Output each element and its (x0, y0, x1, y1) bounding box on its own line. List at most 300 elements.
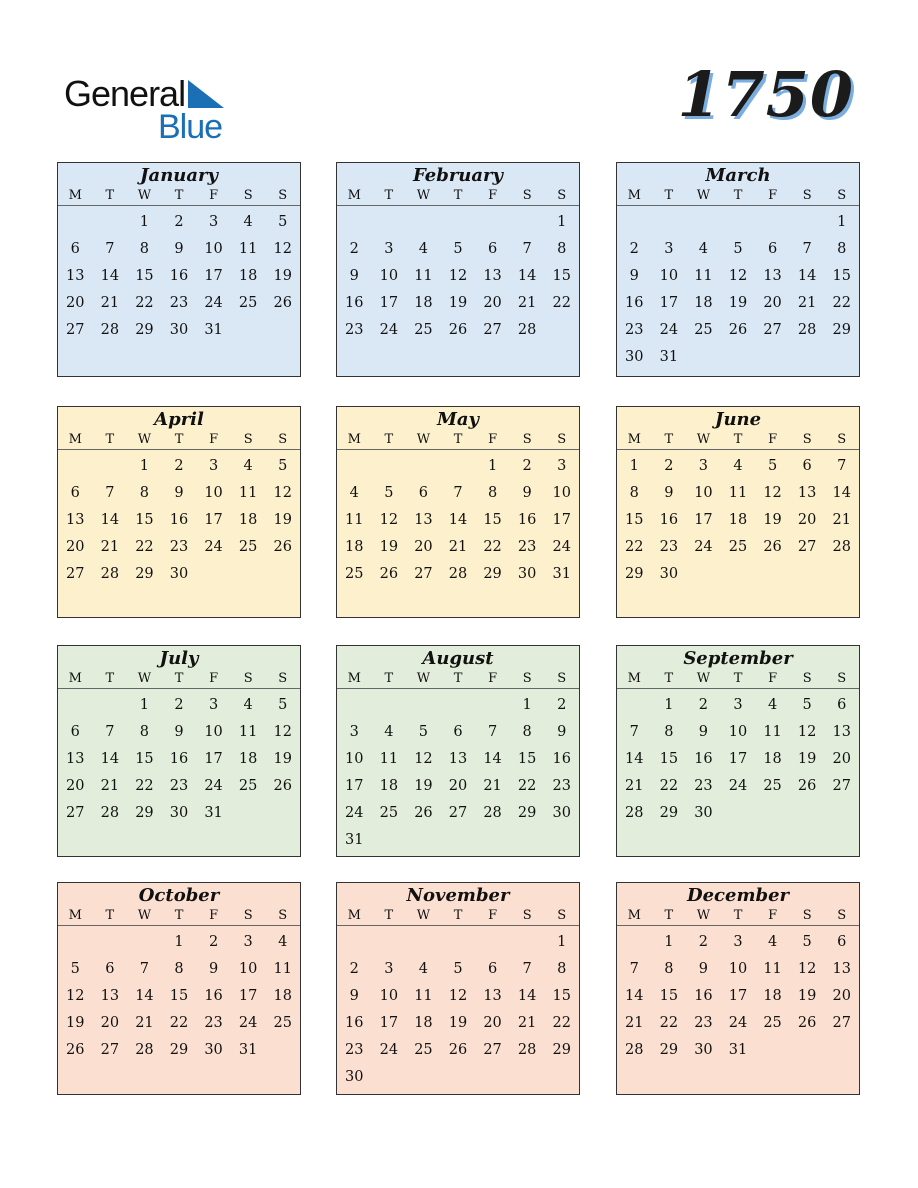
weekday-label: T (733, 671, 743, 686)
day-cell: 25 (414, 322, 433, 338)
weekday-header (58, 431, 300, 450)
day-cell: 17 (204, 268, 223, 284)
day-cell: 21 (448, 539, 468, 555)
day-cell: 30 (694, 805, 713, 821)
day-cell: 2 (208, 934, 219, 950)
day-cell: 16 (517, 512, 537, 528)
day-cell: 18 (728, 512, 748, 528)
day-cell: 30 (169, 805, 189, 821)
day-cell: 23 (625, 322, 644, 338)
day-cell: 16 (345, 295, 364, 311)
weekday-label: F (488, 432, 498, 447)
day-cell: 14 (135, 988, 154, 1004)
day-cell: 9 (522, 485, 532, 501)
day-cell: 5 (767, 458, 778, 474)
day-cell: 12 (273, 485, 292, 501)
day-cell: 22 (169, 1015, 189, 1031)
day-cell: 27 (797, 539, 817, 555)
empty-day-cell (372, 454, 407, 481)
day-cell: 19 (797, 751, 817, 767)
day-cell: 24 (238, 1015, 258, 1031)
day-cell: 3 (733, 934, 743, 950)
weekday-label: S (557, 432, 567, 447)
empty-day-cell (617, 210, 652, 237)
empty-day-cell (441, 454, 476, 481)
day-cell: 2 (349, 241, 359, 257)
day-cell: 16 (169, 268, 189, 284)
empty-day-cell (58, 210, 93, 237)
weekday-label: S (278, 432, 288, 447)
month-may (336, 406, 580, 618)
day-cell: 9 (629, 268, 639, 284)
day-cell: 23 (345, 322, 364, 338)
day-cell: 24 (694, 539, 713, 555)
day-cell: 22 (659, 1015, 679, 1031)
day-cell: 15 (135, 268, 154, 284)
day-cell: 24 (204, 778, 223, 794)
day-cell: 8 (139, 241, 150, 257)
day-cell: 11 (238, 241, 258, 257)
weekday-label: M (347, 432, 361, 447)
day-cell: 26 (448, 322, 468, 338)
weekday-label: S (802, 671, 812, 686)
day-cell: 9 (349, 988, 359, 1004)
day-cell: 14 (483, 751, 502, 767)
day-cell: 4 (384, 724, 394, 740)
day-cell: 10 (345, 751, 364, 767)
weekday-label: T (174, 432, 184, 447)
weekday-label: T (453, 908, 463, 923)
weekday-label: F (768, 188, 778, 203)
day-grid (337, 206, 579, 345)
day-cell: 23 (552, 778, 571, 794)
month-name: August (422, 648, 494, 669)
day-cell: 9 (698, 961, 709, 977)
weekday-label: M (627, 432, 641, 447)
day-cell: 2 (174, 697, 184, 713)
day-cell: 10 (379, 988, 399, 1004)
day-cell: 11 (238, 485, 258, 501)
day-cell: 19 (273, 268, 292, 284)
day-cell: 31 (659, 349, 679, 365)
day-cell: 4 (698, 241, 709, 257)
day-cell: 17 (204, 512, 223, 528)
weekday-label: W (137, 671, 152, 686)
day-cell: 7 (629, 724, 639, 740)
day-cell: 3 (349, 724, 359, 740)
weekday-label: S (837, 432, 847, 447)
empty-day-cell (372, 930, 407, 957)
day-cell: 22 (135, 539, 154, 555)
day-cell: 7 (105, 241, 115, 257)
day-cell: 1 (522, 697, 532, 713)
logo-word-blue: Blue (158, 108, 223, 146)
weekday-label: S (243, 432, 253, 447)
weekday-label: M (68, 432, 82, 447)
day-cell: 22 (517, 778, 537, 794)
month-name: January (140, 165, 218, 186)
day-cell: 18 (238, 268, 258, 284)
weekday-label: S (557, 188, 567, 203)
day-cell: 12 (414, 751, 433, 767)
empty-day-cell (58, 454, 93, 481)
day-cell: 29 (517, 805, 537, 821)
weekday-label: T (105, 671, 115, 686)
day-cell: 27 (414, 566, 433, 582)
day-cell: 23 (659, 539, 679, 555)
day-cell: 9 (557, 724, 567, 740)
day-cell: 9 (174, 724, 184, 740)
weekday-label: S (522, 908, 532, 923)
day-grid (617, 206, 859, 372)
day-cell: 19 (273, 512, 292, 528)
logo-triangle-icon (188, 80, 224, 108)
day-cell: 5 (453, 961, 463, 977)
day-cell: 3 (208, 697, 219, 713)
day-cell: 4 (733, 458, 743, 474)
day-cell: 11 (414, 268, 433, 284)
day-cell: 12 (797, 724, 817, 740)
day-cell: 3 (243, 934, 253, 950)
day-cell: 10 (728, 724, 748, 740)
day-cell: 8 (837, 241, 847, 257)
day-cell: 12 (728, 268, 748, 284)
day-cell: 3 (208, 214, 219, 230)
day-cell: 1 (629, 458, 639, 474)
day-cell: 22 (552, 295, 571, 311)
day-cell: 20 (483, 295, 502, 311)
day-cell: 6 (837, 697, 847, 713)
day-cell: 4 (767, 934, 778, 950)
day-cell: 11 (694, 268, 713, 284)
day-cell: 6 (767, 241, 778, 257)
day-cell: 15 (552, 268, 571, 284)
day-grid (58, 206, 300, 345)
day-cell: 31 (238, 1042, 258, 1058)
day-grid (337, 450, 579, 589)
day-cell: 25 (238, 539, 258, 555)
day-cell: 13 (100, 988, 120, 1004)
day-cell: 16 (169, 751, 189, 767)
day-cell: 6 (70, 724, 80, 740)
weekday-label: T (453, 188, 463, 203)
day-cell: 20 (66, 539, 85, 555)
day-cell: 17 (552, 512, 571, 528)
day-cell: 25 (694, 322, 713, 338)
day-cell: 14 (448, 512, 468, 528)
day-cell: 23 (345, 1042, 364, 1058)
day-cell: 12 (66, 988, 85, 1004)
day-cell: 11 (763, 961, 782, 977)
day-cell: 22 (135, 295, 154, 311)
empty-day-cell (510, 210, 545, 237)
day-cell: 17 (379, 1015, 399, 1031)
day-cell: 22 (552, 1015, 571, 1031)
day-cell: 1 (557, 934, 567, 950)
day-cell: 3 (384, 961, 394, 977)
day-cell: 24 (659, 322, 679, 338)
day-cell: 12 (763, 485, 782, 501)
day-cell: 10 (694, 485, 713, 501)
day-cell: 14 (625, 751, 644, 767)
day-cell: 9 (174, 241, 184, 257)
day-cell: 1 (837, 214, 847, 230)
month-december (616, 882, 860, 1095)
day-cell: 10 (204, 241, 223, 257)
day-cell: 2 (664, 458, 674, 474)
weekday-header (337, 431, 579, 450)
weekday-label: S (837, 671, 847, 686)
general-blue-logo (64, 74, 244, 144)
day-cell: 28 (517, 322, 537, 338)
empty-day-cell (441, 693, 476, 720)
day-cell: 14 (100, 268, 120, 284)
empty-day-cell (441, 930, 476, 957)
weekday-label: F (488, 671, 498, 686)
day-cell: 15 (552, 988, 571, 1004)
day-cell: 3 (733, 697, 743, 713)
day-cell: 26 (448, 1042, 468, 1058)
day-cell: 4 (243, 458, 253, 474)
month-name: December (686, 885, 790, 906)
weekday-label: F (768, 432, 778, 447)
day-cell: 18 (414, 295, 433, 311)
weekday-label: S (243, 671, 253, 686)
day-cell: 26 (273, 539, 292, 555)
day-cell: 8 (487, 485, 498, 501)
day-cell: 29 (832, 322, 851, 338)
day-cell: 20 (832, 988, 851, 1004)
day-cell: 24 (552, 539, 571, 555)
day-cell: 18 (273, 988, 292, 1004)
weekday-label: W (416, 671, 431, 686)
day-cell: 21 (517, 1015, 537, 1031)
day-cell: 12 (273, 241, 292, 257)
day-cell: 31 (345, 832, 364, 848)
day-cell: 5 (278, 214, 288, 230)
day-cell: 13 (797, 485, 817, 501)
day-cell: 11 (414, 988, 433, 1004)
day-cell: 17 (345, 778, 364, 794)
empty-day-cell (93, 693, 128, 720)
day-cell: 23 (204, 1015, 223, 1031)
day-cell: 16 (694, 751, 713, 767)
day-cell: 13 (66, 751, 85, 767)
day-cell: 29 (552, 1042, 571, 1058)
day-cell: 7 (522, 961, 532, 977)
month-july (57, 645, 301, 857)
day-cell: 17 (379, 295, 399, 311)
day-cell: 28 (100, 805, 120, 821)
weekday-label: M (68, 671, 82, 686)
day-cell: 28 (448, 566, 468, 582)
day-cell: 30 (169, 322, 189, 338)
day-cell: 13 (763, 268, 782, 284)
day-cell: 8 (664, 961, 674, 977)
day-cell: 19 (414, 778, 433, 794)
empty-day-cell (372, 210, 407, 237)
day-cell: 13 (483, 988, 502, 1004)
day-cell: 8 (139, 485, 150, 501)
day-cell: 7 (453, 485, 463, 501)
day-cell: 26 (797, 778, 817, 794)
month-november (336, 882, 580, 1095)
day-cell: 17 (238, 988, 258, 1004)
day-cell: 19 (379, 539, 399, 555)
day-cell: 8 (139, 724, 150, 740)
empty-day-cell (790, 210, 825, 237)
weekday-label: T (733, 188, 743, 203)
day-cell: 31 (204, 805, 223, 821)
weekday-label: M (347, 671, 361, 686)
day-cell: 10 (728, 961, 748, 977)
day-cell: 6 (487, 241, 498, 257)
day-cell: 3 (698, 458, 709, 474)
day-cell: 19 (763, 512, 782, 528)
day-cell: 18 (763, 751, 782, 767)
empty-day-cell (721, 210, 756, 237)
day-cell: 12 (273, 724, 292, 740)
day-cell: 26 (414, 805, 433, 821)
month-name: October (138, 885, 220, 906)
weekday-label: S (837, 188, 847, 203)
day-cell: 31 (728, 1042, 748, 1058)
day-cell: 5 (418, 724, 429, 740)
day-cell: 21 (832, 512, 851, 528)
day-cell: 8 (174, 961, 184, 977)
day-cell: 24 (204, 539, 223, 555)
day-cell: 7 (487, 724, 498, 740)
weekday-label: W (696, 188, 711, 203)
weekday-label: M (347, 908, 361, 923)
weekday-label: F (768, 671, 778, 686)
day-cell: 30 (169, 566, 189, 582)
day-cell: 29 (169, 1042, 189, 1058)
weekday-label: S (802, 908, 812, 923)
weekday-header (337, 907, 579, 926)
day-cell: 22 (483, 539, 502, 555)
weekday-label: S (557, 671, 567, 686)
weekday-label: T (733, 908, 743, 923)
day-cell: 10 (659, 268, 679, 284)
day-cell: 10 (238, 961, 258, 977)
day-cell: 9 (664, 485, 674, 501)
day-cell: 5 (278, 458, 288, 474)
weekday-label: F (768, 908, 778, 923)
day-cell: 10 (552, 485, 571, 501)
weekday-label: S (278, 188, 288, 203)
day-cell: 18 (763, 988, 782, 1004)
weekday-label: T (453, 671, 463, 686)
day-cell: 24 (379, 1042, 399, 1058)
day-cell: 6 (453, 724, 463, 740)
day-cell: 13 (483, 268, 502, 284)
day-cell: 28 (100, 566, 120, 582)
weekday-header (617, 670, 859, 689)
day-cell: 26 (763, 539, 782, 555)
day-cell: 3 (208, 458, 219, 474)
day-cell: 22 (659, 778, 679, 794)
day-cell: 2 (557, 697, 567, 713)
empty-day-cell (337, 454, 372, 481)
day-cell: 14 (832, 485, 851, 501)
day-cell: 17 (728, 988, 748, 1004)
day-cell: 15 (517, 751, 537, 767)
weekday-label: S (243, 188, 253, 203)
weekday-label: S (802, 188, 812, 203)
day-grid (617, 450, 859, 589)
day-cell: 5 (278, 697, 288, 713)
day-cell: 28 (832, 539, 851, 555)
day-cell: 26 (728, 322, 748, 338)
empty-day-cell (652, 210, 687, 237)
empty-day-cell (406, 454, 441, 481)
day-cell: 16 (625, 295, 644, 311)
logo-word-general: General (64, 73, 186, 114)
day-cell: 15 (832, 268, 851, 284)
day-cell: 24 (728, 778, 748, 794)
day-cell: 15 (625, 512, 644, 528)
day-cell: 27 (832, 1015, 851, 1031)
day-cell: 26 (273, 295, 292, 311)
day-cell: 27 (100, 1042, 120, 1058)
day-cell: 6 (70, 241, 80, 257)
day-cell: 18 (345, 539, 364, 555)
month-name: November (406, 885, 510, 906)
weekday-label: M (68, 908, 82, 923)
day-cell: 25 (728, 539, 748, 555)
day-cell: 21 (135, 1015, 154, 1031)
day-cell: 13 (414, 512, 433, 528)
day-cell: 28 (100, 322, 120, 338)
day-cell: 23 (169, 539, 189, 555)
day-cell: 27 (483, 322, 502, 338)
day-cell: 15 (483, 512, 502, 528)
empty-day-cell (337, 210, 372, 237)
day-cell: 7 (802, 241, 812, 257)
day-cell: 24 (204, 295, 223, 311)
day-cell: 5 (733, 241, 743, 257)
day-cell: 13 (66, 512, 85, 528)
weekday-label: W (137, 908, 152, 923)
day-cell: 4 (278, 934, 288, 950)
day-grid (617, 689, 859, 828)
weekday-label: S (522, 432, 532, 447)
empty-day-cell (93, 454, 128, 481)
day-cell: 28 (517, 1042, 537, 1058)
day-cell: 27 (832, 778, 851, 794)
day-cell: 1 (664, 697, 674, 713)
day-cell: 1 (139, 458, 150, 474)
day-cell: 29 (625, 566, 644, 582)
day-cell: 12 (797, 961, 817, 977)
weekday-label: M (627, 188, 641, 203)
weekday-label: F (209, 908, 219, 923)
day-cell: 4 (243, 214, 253, 230)
day-cell: 30 (659, 566, 679, 582)
day-cell: 6 (837, 934, 847, 950)
weekday-header (337, 670, 579, 689)
day-cell: 7 (105, 485, 115, 501)
weekday-header (617, 187, 859, 206)
weekday-label: F (209, 432, 219, 447)
day-cell: 21 (483, 778, 502, 794)
day-cell: 21 (100, 778, 120, 794)
weekday-header (617, 907, 859, 926)
day-cell: 7 (837, 458, 847, 474)
empty-day-cell (755, 210, 790, 237)
month-name: April (154, 409, 204, 430)
